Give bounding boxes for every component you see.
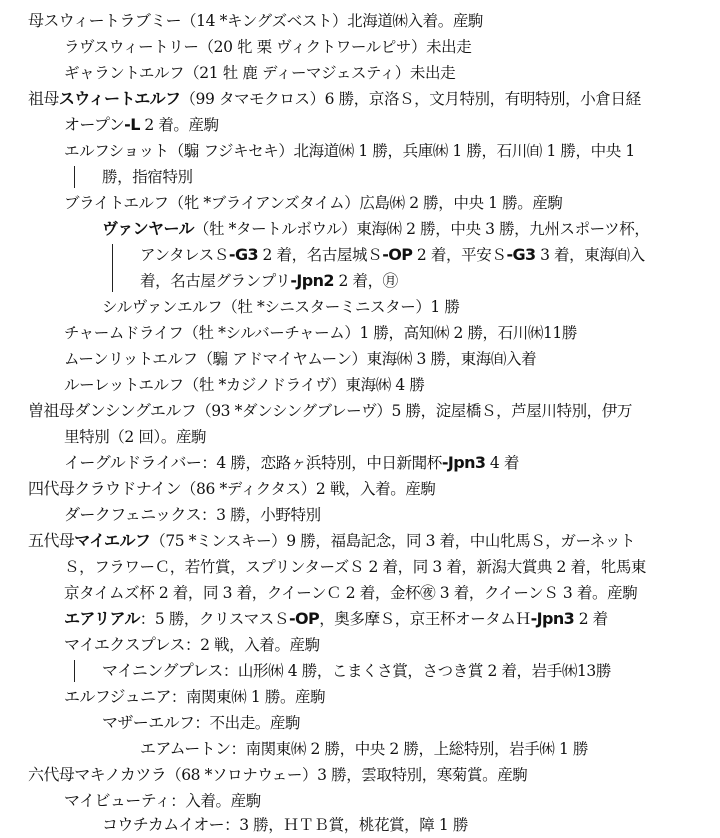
line-segment: 2 着，㊊ bbox=[333, 272, 398, 290]
offspring-line bbox=[64, 138, 635, 164]
grand-offspring-line bbox=[102, 710, 300, 736]
line-segment: （75 *ミンスキー）9 勝，福島記念，同 3 着，中山牝馬Ｓ，ガーネット bbox=[150, 532, 636, 550]
line-segment: ：不出走。産駒 bbox=[194, 714, 301, 732]
line-segment: ギャラントエルフ（21 牡 鹿 ディーマジェスティ）未出走 bbox=[64, 64, 456, 82]
offspring-line bbox=[64, 34, 471, 60]
offspring-line bbox=[64, 632, 320, 658]
third-dam-line bbox=[28, 398, 632, 424]
line-segment: 2 着，平安Ｓ bbox=[412, 246, 507, 264]
line-segment: ：入着。産駒 bbox=[170, 792, 261, 810]
offspring-line bbox=[64, 684, 325, 710]
grand-offspring-line bbox=[102, 812, 468, 838]
line-segment: 祖母 bbox=[28, 89, 59, 108]
line-segment: 2 着，名古屋城Ｓ bbox=[258, 246, 383, 264]
line-segment: 着，名古屋グランプリ bbox=[140, 272, 291, 290]
line-segment: ：2 戦，入着。産駒 bbox=[184, 636, 320, 654]
line-segment: ：3 勝，ＨＴＢ賞，桃花賞，障 1 勝 bbox=[224, 816, 468, 834]
line-segment: -G3 bbox=[228, 245, 259, 264]
grand-offspring-line bbox=[102, 216, 649, 242]
offspring-line bbox=[64, 372, 424, 398]
line-segment: 里特別（2 回）。産駒 bbox=[64, 428, 207, 446]
line-segment: ：南関東㉁ 1 勝。産駒 bbox=[170, 688, 326, 706]
line-segment: -Jpn2 bbox=[290, 271, 334, 290]
grand-offspring-line-cont bbox=[140, 268, 398, 294]
line-segment: イーグルドライバー bbox=[64, 453, 202, 472]
offspring-line bbox=[64, 606, 608, 632]
tree-connector bbox=[112, 244, 113, 292]
line-segment: （86 *ディクタス）2 戦，入着。産駒 bbox=[180, 480, 436, 498]
line-segment: 六代母マキノカツラ bbox=[28, 765, 167, 784]
second-dam-line bbox=[28, 86, 641, 112]
line-segment: ：4 勝，恋路ヶ浜特別，中日新聞杯 bbox=[201, 454, 442, 472]
line-segment: （68 *ソロナウェー）3 勝，雲取特別，寒菊賞。産駒 bbox=[166, 766, 528, 784]
line-segment: （93 *ダンシングブレーヴ）5 勝，淀屋橋Ｓ，芦屋川特別，伊万 bbox=[196, 402, 632, 420]
line-segment: -OP bbox=[382, 245, 413, 264]
line-segment: 母スウィートラブミー bbox=[28, 11, 182, 30]
line-segment: 四代母クラウドナイン bbox=[28, 479, 181, 498]
line-segment: マザーエルフ bbox=[102, 713, 195, 732]
dam-line bbox=[28, 8, 483, 34]
offspring-line-cont bbox=[102, 164, 193, 190]
tree-connector bbox=[74, 166, 75, 188]
line-segment: （14 *キングズベスト）北海道㉁入着。産駒 bbox=[181, 12, 484, 30]
line-segment: ：山形㉁ 4 勝，こまくさ賞，さつき賞 2 着，岩手㉁13勝 bbox=[222, 662, 611, 680]
line-segment: ，奥多摩Ｓ，京王杯オータムＨ bbox=[319, 610, 531, 628]
grand-offspring-line bbox=[102, 658, 611, 684]
line-segment: 曽祖母ダンシングエルフ bbox=[28, 401, 197, 420]
fifth-dam-line-cont bbox=[64, 580, 637, 606]
line-segment: エルフジュニア bbox=[64, 687, 171, 706]
offspring-line bbox=[64, 346, 536, 372]
tree-connector bbox=[74, 660, 75, 682]
line-segment: ヴァンヤール bbox=[102, 219, 194, 238]
line-segment: アンタレスＳ bbox=[140, 246, 229, 264]
fifth-dam-line bbox=[28, 528, 635, 554]
line-segment: マイエルフ bbox=[74, 531, 151, 550]
fifth-dam-line-cont bbox=[64, 554, 646, 580]
line-segment: ダークフェニックス bbox=[64, 505, 202, 524]
line-segment: 2 着 bbox=[574, 610, 608, 628]
third-dam-line-cont bbox=[64, 424, 206, 450]
offspring-line bbox=[64, 320, 577, 346]
line-segment: エアリアル bbox=[64, 609, 140, 628]
line-segment: ：南関東㉁ 2 勝，中央 2 勝，上総特別，岩手㉁ 1 勝 bbox=[230, 740, 589, 758]
line-segment: オープン bbox=[64, 115, 125, 134]
line-segment: 2 着。産駒 bbox=[139, 116, 219, 134]
line-segment: 4 着 bbox=[485, 454, 520, 472]
second-dam-line-cont bbox=[64, 112, 219, 138]
offspring-line bbox=[64, 502, 321, 528]
grand-offspring-line bbox=[102, 294, 460, 320]
line-segment: Ｓ，フラワーＣ，若竹賞，スプリンターズＳ 2 着，同 3 着，新潟大賞典 2 着，牝馬東 bbox=[64, 558, 647, 576]
line-segment: -G3 bbox=[506, 245, 536, 264]
offspring-line bbox=[64, 450, 519, 476]
line-segment: 京タイムズ杯 2 着，同 3 着，クイーンＣ 2 着，金杯㊰ 3 着，クイーンＳ 3 着。産駒 bbox=[64, 584, 638, 602]
line-segment: スウィートエルフ bbox=[58, 89, 181, 108]
offspring-line bbox=[64, 60, 455, 86]
line-segment: マイビューティ bbox=[64, 791, 171, 810]
line-segment: コウチカムイオー bbox=[102, 815, 225, 834]
line-segment: ：3 勝，小野特別 bbox=[201, 506, 321, 524]
line-segment: 勝，指宿特別 bbox=[102, 168, 193, 186]
line-segment: ムーンリットエルフ（騸 アドマイヤムーン）東海㉁ 3 勝，東海㉂入着 bbox=[64, 350, 537, 368]
line-segment: -Jpn3 bbox=[441, 453, 486, 472]
line-segment: エルフショット（騸 フジキセキ）北海道㉁ 1 勝，兵庫㉁ 1 勝，石川㉂ 1 勝，中央 1 bbox=[64, 142, 635, 160]
grand-offspring-line-cont bbox=[140, 242, 645, 268]
line-segment: マイエクスプレス bbox=[64, 635, 185, 654]
great-grand-offspring-line bbox=[140, 736, 588, 762]
line-segment: （99 タマモクロス）6 勝，京洛Ｓ，文月特別，有明特別，小倉日経 bbox=[180, 90, 641, 108]
line-segment: エアムートン bbox=[140, 739, 231, 758]
line-segment: ラヴスウィートリー（20 牝 栗 ヴィクトワールピサ）未出走 bbox=[64, 38, 472, 56]
line-segment: （牡 *タートルボウル）東海㉁ 2 勝，中央 3 勝，九州スポーツ杯， bbox=[193, 220, 650, 238]
line-segment: 五代母 bbox=[28, 531, 75, 550]
offspring-line bbox=[64, 190, 563, 216]
fourth-dam-line bbox=[28, 476, 436, 502]
offspring-line bbox=[64, 788, 261, 814]
line-segment: ：5 勝，クリスマスＳ bbox=[139, 610, 290, 628]
line-segment: ルーレットエルフ（牡 *カジノドライヴ）東海㉁ 4 勝 bbox=[64, 376, 425, 394]
line-segment: シルヴァンエルフ（牡 *シニスターミニスター）1 勝 bbox=[102, 298, 460, 316]
line-segment: マイニングプレス bbox=[102, 661, 223, 680]
line-segment: -OP bbox=[289, 609, 320, 628]
line-segment: チャームドライフ（牡 *シルバーチャーム）1 勝，高知㉁ 2 勝，石川㉁11勝 bbox=[64, 324, 577, 342]
line-segment: -Jpn3 bbox=[530, 609, 575, 628]
line-segment: 3 着，東海㉂入 bbox=[535, 246, 645, 264]
line-segment: -L bbox=[124, 115, 140, 134]
line-segment: ブライトエルフ（牝 *ブライアンズタイム）広島㉁ 2 勝，中央 1 勝。産駒 bbox=[64, 194, 563, 212]
sixth-dam-line bbox=[28, 762, 527, 788]
